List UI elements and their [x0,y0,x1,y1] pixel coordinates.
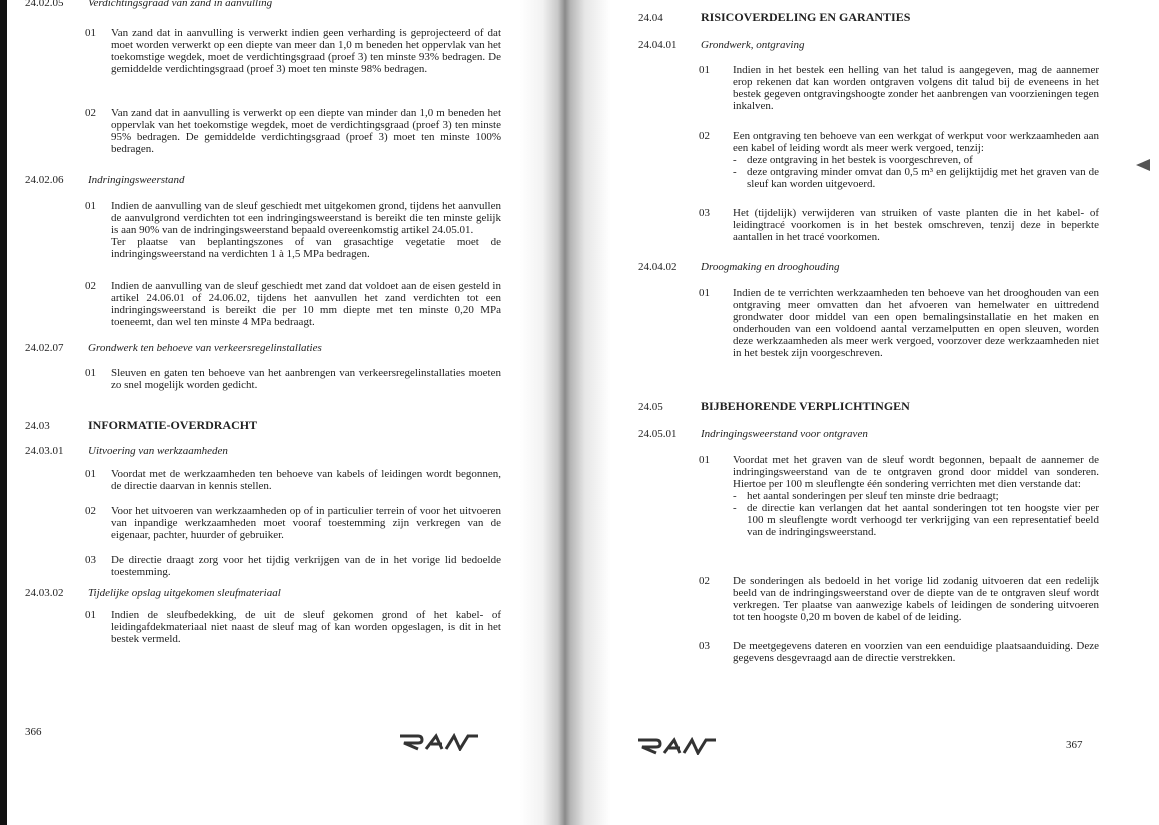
chapter-title: INFORMATIE-OVERDRACHT [88,418,258,432]
section-number: 24.05.01 [638,428,677,440]
bullet-item: - de directie kan verlangen dat het aantal sonderingen tot ten hoogste vier per 100 m sleuflengte wordt verhoogd ter verkrijging van een representatief beeld van de indringingsweerstand. [733,502,1099,538]
item-number: 03 [85,554,96,566]
item-number: 03 [699,207,710,219]
bullet-item: - deze ontgraving in het bestek is voorgeschreven, of [733,154,1099,166]
section-number: 24.03.01 [25,445,64,457]
item-text: Voor het uitvoeren van werkzaamheden op of in particulier terrein of voor het uitvoeren van inpandige werkzaamheden moet vooraf toestemming zijn verkregen van de eigenaar, pachter, huurder of gebruiker. [111,505,501,541]
chapter-number: 24.04 [638,12,663,24]
item-text: De sonderingen als bedoeld in het vorige lid zodanig uitvoeren dat een redelijk beeld van de indringingsweerstand over de diepte van de te ontgraven sleuf wordt verkregen. Ter plaatse van aanwezige kabels of leidingen de sondering uitvoeren tot ten hoogste 0,20 m boven de kabel of de leiding. [733,575,1099,623]
section-number: 24.04.02 [638,261,677,273]
bullet-item: - deze ontgraving minder omvat dan 0,5 m³ en gelijktijdig met het graven van de sleuf kan worden uitgevoerd. [733,166,1099,190]
item-text: Van zand dat in aanvulling is verwerkt op een diepte van minder dan 1,0 m beneden het oppervlak van het toekomstige wegdek, moet de verdichtingsgraad (proef 3) ten minste 95% bedragen. De gemiddelde verdichtingsgraad (proef 3) moet ten minste 100% bedragen. [111,107,501,155]
section-title: Grondwerk ten behoeve van verkeersregelinstallaties [88,342,322,354]
item-text [733,130,1099,190]
item-text-part: Ter plaatse van beplantingszones of van grasachtige vegetatie moet de indringingsweerstand na verdichten 1 à 1,5 MPa bedragen. [111,236,501,260]
raw-logo [636,737,718,755]
item-text-part: Een ontgraving ten behoeve van een werkgat of werkput voor werkzaamheden aan een kabel of leiding wordt als meer werk vergoed, tenzij: [733,130,1099,154]
item-number: 03 [699,640,710,652]
item-number: 01 [85,468,96,480]
section-title: Droogmaking en drooghouding [701,261,840,273]
item-number: 02 [699,130,710,142]
scan-edge [0,0,7,825]
item-text: De directie draagt zorg voor het tijdig verkrijgen van de in het vorige lid bedoelde toestemming. [111,554,501,578]
item-number: 02 [85,505,96,517]
margin-arrow-icon [1136,159,1150,171]
item-text: Indien in het bestek een helling van het talud is aangegeven, mag de aannemer erop rekenen dat kan worden ontgraven volgens dit talud bij de eveneens in het bestek gegeven ontgravingshoogte zonder het aanbrengen van voorzieningen tegen inkalven. [733,64,1099,112]
item-text [111,200,501,260]
raw-logo [398,733,480,751]
item-text: De meetgegevens dateren en voorzien van een eenduidige plaatsaanduiding. Deze gegevens desgevraagd aan de directie verstrekken. [733,640,1099,664]
section-title: Verdichtingsgraad van zand in aanvulling [88,0,273,9]
item-text: Indien de aanvulling van de sleuf geschiedt met zand dat voldoet aan de eisen gesteld in artikel 24.06.01 of 24.06.02, tijdens het aanvullen het zand verdichten tot een indringingsweerstand is bereikt die per 10 mm diepte met ten minste 0,20 MPa toeneemt, dan wel ten minste 4 MPa bedraagt. [111,280,501,328]
item-text: Voordat met de werkzaamheden ten behoeve van kabels of leidingen wordt begonnen, de directie daarvan in kennis stellen. [111,468,501,492]
item-number: 01 [85,609,96,621]
item-text: Sleuven en gaten ten behoeve van het aanbrengen van verkeersregelinstallaties moeten zo snel mogelijk worden gedicht. [111,367,501,391]
item-text-part: Voordat met het graven van de sleuf wordt begonnen, bepaalt de aannemer de indringingsweerstand van de te ontgraven grond door middel van sonderen. Hiertoe per 100 m sleuflengte één sondering verrichten met dien verstande dat: [733,454,1099,490]
item-number: 01 [85,27,96,39]
bullet-item: - het aantal sonderingen per sleuf ten minste drie bedraagt; [733,490,1099,502]
section-number: 24.02.06 [25,174,64,186]
item-text-part: Indien de aanvulling van de sleuf geschiedt met uitgekomen grond, tijdens het aanvullen de aanvulgrond verdichten tot een indringingsweerstand is bereikt die ten minste gelijk is aan 90% van de indringingsweerstand bepaald overeenkomstig artikel 24.05.01. [111,200,501,236]
book-gutter [520,0,610,825]
section-number: 24.03.02 [25,587,64,599]
chapter-number: 24.03 [25,420,50,432]
page-number: 366 [25,726,42,738]
item-number: 01 [85,200,96,212]
section-number: 24.02.07 [25,342,64,354]
item-text: Indien de sleufbedekking, de uit de sleuf gekomen grond of het kabel- of leidingafdekmateriaal niet naast de sleuf mag of kan worden opgeslagen, is dit in het bestek vermeld. [111,609,501,645]
chapter-title: BIJBEHORENDE VERPLICHTINGEN [701,399,910,413]
section-title: Grondwerk, ontgraving [701,39,805,51]
item-number: 01 [85,367,96,379]
section-title: Indringingsweerstand voor ontgraven [701,428,868,440]
item-number: 02 [699,575,710,587]
item-number: 01 [699,454,710,466]
item-text [733,454,1099,538]
chapter-title: RISICOVERDELING EN GARANTIES [701,10,911,24]
section-title: Indringingsweerstand [88,174,185,186]
item-text: Indien de te verrichten werkzaamheden ten behoeve van het drooghouden van een ontgraving meer omvatten dan het afvoeren van hemelwater en uittredend grondwater door middel van een open bemalingsinstallatie en het maken en onderhouden van een voldoend aantal verzamelputten en open sleuven, worden deze werkzaamheden als meer werk vergoed, voorzover deze werkzaamheden niet in het bestek zijn voorgeschreven. [733,287,1099,359]
section-title: Tijdelijke opslag uitgekomen sleufmateriaal [88,587,281,599]
item-text: Het (tijdelijk) verwijderen van struiken of vaste planten die in het kabel- of leidingtracé voorkomen is in het bestek omschreven, tenzij deze in beperkte aantallen in het tracé voorkomen. [733,207,1099,243]
item-number: 01 [699,287,710,299]
page-number: 367 [1066,739,1083,751]
item-number: 01 [699,64,710,76]
section-number: 24.04.01 [638,39,677,51]
item-text: Van zand dat in aanvulling is verwerkt indien geen verharding is geprojecteerd of dat moet worden verwerkt op een diepte van meer dan 1,0 m beneden het oppervlak van het toekomstige wegdek, moet de verdichtingsgraad (proef 3) ten minste 93% bedragen. De gemiddelde verdichtingsgraad (proef 3) moet ten minste 98% bedragen. [111,27,501,75]
chapter-number: 24.05 [638,401,663,413]
section-title: Uitvoering van werkzaamheden [88,445,228,457]
item-number: 02 [85,280,96,292]
item-number: 02 [85,107,96,119]
section-number: 24.02.05 [25,0,64,9]
